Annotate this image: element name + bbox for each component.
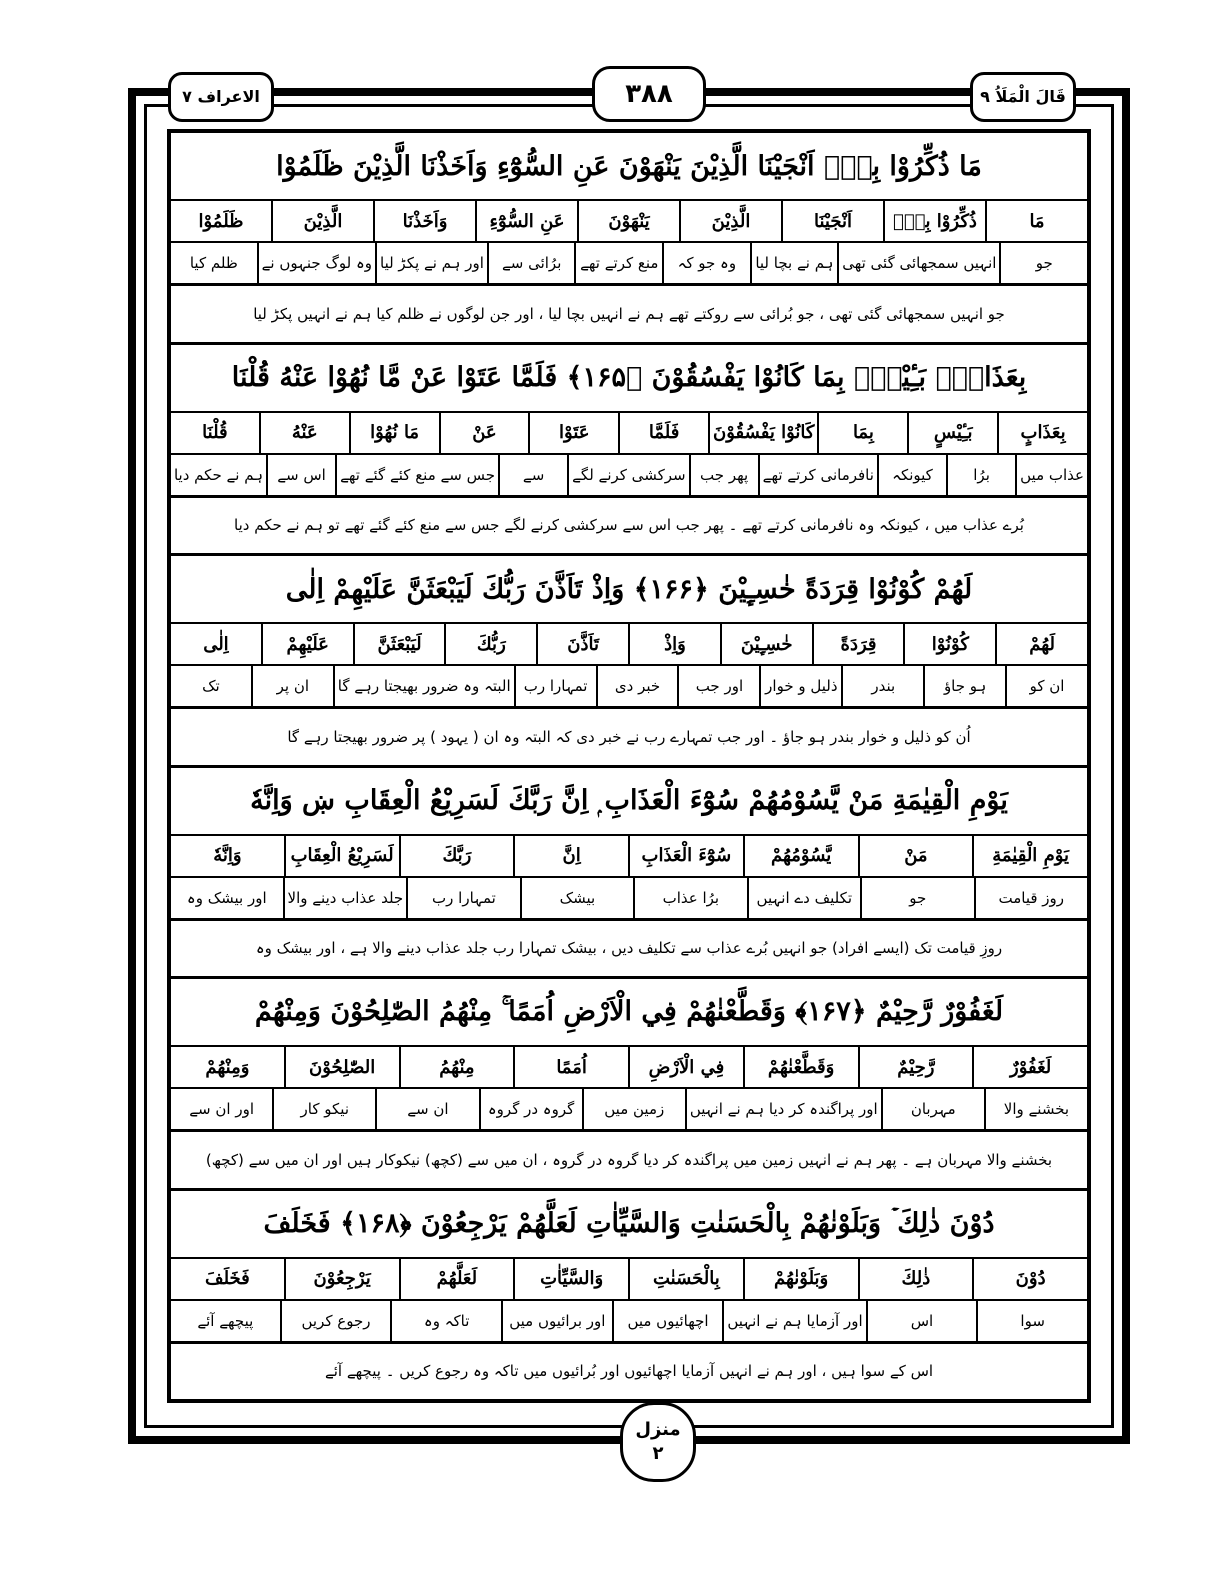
urdu-meaning-cell: البتہ وہ ضرور بھیجتا رہے گا <box>333 666 514 706</box>
meaning-row <box>171 878 1087 921</box>
word-row <box>171 201 1087 243</box>
urdu-meaning-cell: تاکہ وہ <box>390 1301 501 1341</box>
arabic-word-cell: مَا <box>985 201 1087 241</box>
arabic-word-cell: قِرَدَةً <box>812 624 904 664</box>
arabic-word-cell: وَاِذْ <box>628 624 720 664</box>
urdu-meaning-cell: اور ہم نے پکڑ لیا <box>375 243 487 283</box>
urdu-meaning-cell: جو <box>999 243 1087 283</box>
word-row <box>171 1047 1087 1089</box>
arabic-word-cell: كَانُوْا يَفْسُقُوْنَ <box>708 413 817 453</box>
arabic-word-cell: فَلَمَّا <box>618 413 708 453</box>
urdu-meaning-cell: اور جب <box>677 666 759 706</box>
urdu-meaning-cell: ہم نے حکم دیا <box>173 465 263 484</box>
page-number-tab: ۳۸۸ <box>592 66 706 122</box>
urdu-meaning-cell: انہیں سمجھائی گئی تھی <box>837 243 999 283</box>
urdu-meaning-cell: پھر جب <box>689 455 758 495</box>
arabic-word-cell: بِالْحَسَنٰتِ <box>628 1259 743 1299</box>
verse-block <box>171 345 1087 557</box>
arabic-word-cell: لَيَبْعَثَنَّ <box>353 624 445 664</box>
meaning-row <box>171 1089 1087 1132</box>
urdu-meaning-cell: تمہارا رب <box>514 666 596 706</box>
urdu-meaning-cell: زمین میں <box>582 1089 685 1129</box>
urdu-meaning-cell: نافرمانی کرتے تھے <box>758 455 877 495</box>
urdu-meaning-cell: اور پراگندہ کر دیا ہم نے انہیں <box>685 1089 881 1129</box>
arabic-word-cell: يَوْمِ الْقِيٰمَةِ <box>972 836 1087 876</box>
arabic-word-cell: الَّذِيْنَ <box>679 201 781 241</box>
urdu-meaning-cell: ذلیل و خوار <box>759 666 841 706</box>
arabic-word-cell: اُمَمًا <box>513 1047 628 1087</box>
urdu-meaning-cell: اس <box>866 1301 977 1341</box>
urdu-meaning-cell: بخشنے والا <box>984 1089 1087 1129</box>
arabic-word-cell: مِنْهُمُ <box>399 1047 514 1087</box>
arabic-word-cell: لَعَلَّهُمْ <box>399 1259 514 1299</box>
urdu-meaning-cell: بیشک <box>520 878 633 918</box>
arabic-word-cell: لَسَرِيْعُ الْعِقَابِ <box>284 836 399 876</box>
arabic-word-cell: عَنِ السُّوْٓءِ <box>475 201 577 241</box>
urdu-translation-line: اس کے سوا ہیں ، اور ہم نے انہیں آزمایا اچھائیوں اور بُرائیوں میں تاکہ وہ رجوع کریں ۔ پیچھے آئے <box>324 1362 934 1381</box>
surah-name-tab: الاعراف ۷ <box>168 72 274 122</box>
urdu-meaning-cell: عذاب میں <box>1015 455 1087 495</box>
arabic-word-cell: مَا نُهُوْا <box>349 413 439 453</box>
arabic-ayah-line: بِعَذَابٍۭ بَـِٔيْسٍۭ بِمَا كَانُوْا يَفْسُقُوْنَ ﴿۱۶۵﴾ فَلَمَّا عَتَوْا عَنْ مَّا نُهُوْا عَنْهُ قُلْنَا <box>171 345 1087 413</box>
urdu-meaning-cell: ہم نے بچا لیا <box>750 243 838 283</box>
arabic-word-cell: بَـِٔيْسٍ <box>907 413 997 453</box>
verse-block <box>171 768 1087 980</box>
arabic-word-cell: وَاَخَذْنَا <box>373 201 475 241</box>
urdu-translation-line: بخشنے والا مہربان ہے ۔ پھر ہم نے انہیں زمین میں پراگندہ کر دیا گروہ در گروہ ، ان میں سے (کچھ) نیکوکار ہیں اور ان میں سے (کچھ) <box>205 1150 1053 1169</box>
urdu-meaning-cell: اور ان سے <box>189 1100 254 1118</box>
arabic-word-cell: ظَلَمُوْا <box>198 210 244 232</box>
urdu-meaning-cell: ان کو <box>1005 666 1087 706</box>
verse-block <box>171 979 1087 1191</box>
arabic-word-cell: عَنْ <box>439 413 529 453</box>
arabic-word-cell: رَبُّكَ <box>444 624 536 664</box>
urdu-translation-line: جو انہیں سمجھائی گئی تھی ، جو بُرائی سے روکتے تھے ہم نے انہیں بچا لیا ، اور جن لوگوں نے ظلم کیا ہم نے انہیں پکڑ لیا <box>253 304 1005 323</box>
word-row <box>171 413 1087 455</box>
urdu-meaning-cell: گروہ در گروہ <box>479 1089 582 1129</box>
arabic-ayah-line: لَغَفُوْرٌ رَّحِيْمٌ ﴿۱۶۷﴾ وَقَطَّعْنٰهُمْ فِي الْاَرْضِ اُمَمًا ۚ مِنْهُمُ الصّٰلِحُوْنَ وَمِنْهُمْ <box>171 979 1087 1047</box>
arabic-word-cell: يَنْهَوْنَ <box>577 201 679 241</box>
arabic-ayah-line: مَا ذُكِّرُوْا بِهٖٓ اَنْجَيْنَا الَّذِيْنَ يَنْهَوْنَ عَنِ السُّوْٓءِ وَاَخَذْنَا الَّذِيْنَ ظَلَمُوْا <box>171 133 1087 201</box>
arabic-word-cell: ذُكِّرُوْا بِهٖٓ <box>883 201 985 241</box>
arabic-ayah-line: يَوْمِ الْقِيٰمَةِ مَنْ يَّسُوْمُهُمْ سُوْٓءَ الْعَذَابِ ۭ اِنَّ رَبَّكَ لَسَرِيْعُ الْعِقَابِ ښ وَاِنَّهٗ <box>171 768 1087 836</box>
arabic-word-cell: عَنْهُ <box>259 413 349 453</box>
urdu-meaning-cell: برُائی سے <box>487 243 575 283</box>
arabic-word-cell: وَمِنْهُمْ <box>205 1056 250 1078</box>
urdu-meaning-cell: جس سے منع کئے گئے تھے <box>335 455 498 495</box>
arabic-word-cell: لَهُمْ <box>995 624 1087 664</box>
arabic-word-cell: فِي الْاَرْضِ <box>628 1047 743 1087</box>
urdu-meaning-cell: وہ لوگ جنہوں نے <box>257 243 375 283</box>
urdu-meaning-cell: برُا <box>946 455 1015 495</box>
arabic-ayah-line: لَهُمْ كُوْنُوْا قِرَدَةً خٰسِـِٕيْنَ ﴿۱۶۶﴾ وَاِذْ تَاَذَّنَ رَبُّكَ لَيَبْعَثَنَّ عَلَيْهِمْ اِلٰى <box>171 556 1087 624</box>
arabic-word-cell: رَّحِيْمٌ <box>858 1047 973 1087</box>
urdu-meaning-cell: مہربان <box>881 1089 984 1129</box>
urdu-translation-line: روزِ قیامت تک (ایسے افراد) جو انہیں بُرے عذاب سے تکلیف دیں ، بیشک تمہارا رب جلد عذاب دینے والا ہے ، اور بیشک وہ <box>255 939 1003 958</box>
arabic-word-cell: وَالسَّيِّاٰتِ <box>513 1259 628 1299</box>
urdu-meaning-cell: اور برائیوں میں <box>501 1301 612 1341</box>
arabic-word-cell: ذٰلِكَ <box>858 1259 973 1299</box>
page-middle-border <box>144 104 1114 1428</box>
urdu-meaning-cell: ظلم کیا <box>189 254 238 272</box>
word-row <box>171 1259 1087 1301</box>
meaning-row <box>171 666 1087 709</box>
arabic-word-cell: الصّٰلِحُوْنَ <box>284 1047 399 1087</box>
verse-block <box>171 1191 1087 1400</box>
word-row <box>171 836 1087 878</box>
urdu-meaning-cell: جلد عذاب دینے والا <box>283 878 407 918</box>
urdu-meaning-cell: اس سے <box>266 455 335 495</box>
arabic-word-cell: وَبَلَوْنٰهُمْ <box>743 1259 858 1299</box>
meaning-row <box>171 455 1087 498</box>
arabic-word-cell: دُوْنَ <box>972 1259 1087 1299</box>
urdu-meaning-cell: اور بیشک وہ <box>186 888 267 907</box>
verse-block <box>171 556 1087 768</box>
arabic-ayah-line: دُوْنَ ذٰلِكَ ۡ وَبَلَوْنٰهُمْ بِالْحَسَنٰتِ وَالسَّيِّاٰتِ لَعَلَّهُمْ يَرْجِعُوْنَ ﴿۱۶۸﴾ فَخَلَفَ <box>171 1191 1087 1259</box>
urdu-meaning-cell: ان پر <box>251 666 333 706</box>
urdu-translation-line: اُن کو ذلیل و خوار بندر ہو جاؤ ۔ اور جب تمہارے رب نے خبر دی کہ البتہ وہ ان ( یہود ) پر ضرور بھیجتا رہے گا <box>287 727 971 746</box>
urdu-meaning-cell: ہو جاؤ <box>923 666 1005 706</box>
arabic-word-cell: وَقَطَّعْنٰهُمْ <box>743 1047 858 1087</box>
urdu-meaning-cell: نیکو کار <box>272 1089 375 1129</box>
urdu-meaning-cell: برُا عذاب <box>633 878 746 918</box>
urdu-meaning-cell: اچھائیوں میں <box>612 1301 723 1341</box>
arabic-word-cell: قُلْنَا <box>202 422 228 443</box>
arabic-word-cell: فَخَلَفَ <box>204 1268 250 1289</box>
arabic-word-cell: تَاَذَّنَ <box>536 624 628 664</box>
urdu-meaning-cell: تک <box>202 677 220 695</box>
arabic-word-cell: كُوْنُوْا <box>903 624 995 664</box>
arabic-word-cell: بِمَا <box>817 413 907 453</box>
arabic-word-cell: الَّذِيْنَ <box>271 201 373 241</box>
urdu-meaning-cell: جو <box>860 878 973 918</box>
urdu-meaning-cell: خبر دی <box>596 666 678 706</box>
urdu-meaning-cell: وہ جو کہ <box>662 243 750 283</box>
meaning-row <box>171 243 1087 286</box>
urdu-meaning-cell: پیچھے آئے <box>197 1311 254 1330</box>
arabic-word-cell: اَنْجَيْنَا <box>781 201 883 241</box>
urdu-meaning-cell: رجوع کریں <box>280 1301 391 1341</box>
arabic-word-cell: سُوْٓءَ الْعَذَابِ <box>628 836 743 876</box>
urdu-meaning-cell: سرکشی کرنے لگے <box>567 455 688 495</box>
content-frame <box>167 129 1091 1403</box>
arabic-word-cell: رَبَّكَ <box>399 836 514 876</box>
urdu-meaning-cell: بندر <box>841 666 923 706</box>
manzil-badge <box>620 1402 696 1482</box>
arabic-word-cell: لَغَفُوْرٌ <box>972 1047 1087 1087</box>
manzil-number: ۲ <box>652 1443 664 1464</box>
arabic-word-cell: يَرْجِعُوْنَ <box>284 1259 399 1299</box>
urdu-translation-line: بُرے عذاب میں ، کیونکہ وہ نافرمانی کرتے تھے ۔ پھر جب اس سے سرکشی کرنے لگے جس سے منع کئے گئے تھے تو ہم نے حکم دیا <box>234 516 1024 535</box>
arabic-word-cell: بِعَذَابٍ <box>997 413 1087 453</box>
arabic-word-cell: عَلَيْهِمْ <box>261 624 353 664</box>
arabic-word-cell: اِلٰى <box>203 633 229 655</box>
para-name-tab: قَالَ الْمَلَاُ ۹ <box>970 72 1076 122</box>
verse-block <box>171 133 1087 345</box>
urdu-meaning-cell: تکلیف دے انہیں <box>747 878 860 918</box>
arabic-word-cell: خٰسِـِٕيْنَ <box>720 624 812 664</box>
urdu-meaning-cell: ان سے <box>375 1089 478 1129</box>
page-outer-border <box>128 88 1130 1444</box>
meaning-row <box>171 1301 1087 1344</box>
arabic-word-cell: مَنْ <box>858 836 973 876</box>
urdu-meaning-cell: سے <box>498 455 567 495</box>
arabic-word-cell: يَّسُوْمُهُمْ <box>743 836 858 876</box>
urdu-meaning-cell: منع کرتے تھے <box>574 243 662 283</box>
manzil-label: منزل <box>635 1419 681 1440</box>
arabic-word-cell: اِنَّ <box>513 836 628 876</box>
urdu-meaning-cell: روز قیامت <box>974 878 1087 918</box>
urdu-meaning-cell: تمہارا رب <box>406 878 519 918</box>
urdu-meaning-cell: کیونکہ <box>877 455 946 495</box>
urdu-meaning-cell: سوا <box>976 1301 1087 1341</box>
arabic-word-cell: وَاِنَّهٗ <box>213 845 242 866</box>
urdu-meaning-cell: اور آزمایا ہم نے انہیں <box>722 1301 865 1341</box>
arabic-word-cell: عَتَوْا <box>528 413 618 453</box>
word-row <box>171 624 1087 666</box>
